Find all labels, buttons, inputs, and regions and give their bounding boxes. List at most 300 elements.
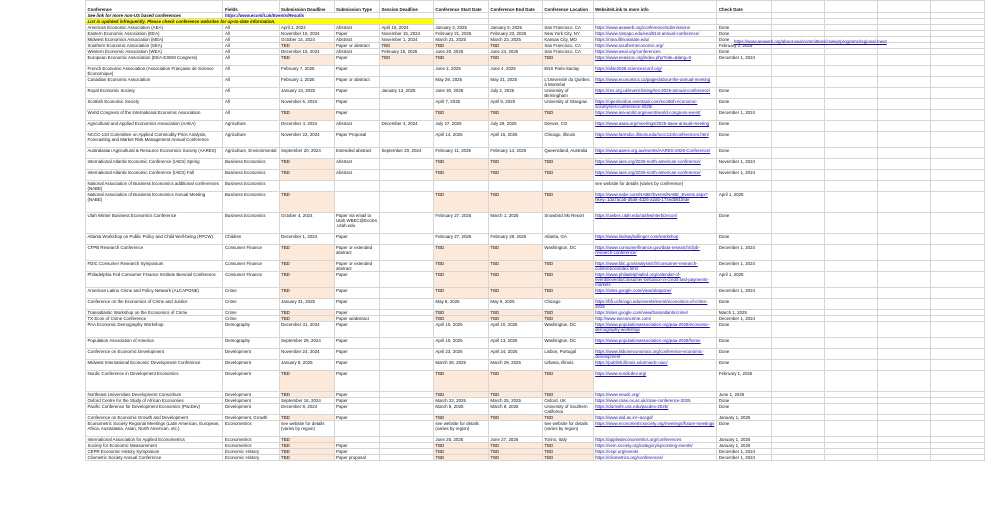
website-cell[interactable]: https://www.iea-world.org/event/world-congress-event/ <box>593 110 717 121</box>
empty-cell[interactable] <box>930 88 984 99</box>
check-date-cell[interactable]: Done <box>717 360 772 371</box>
end-date-cell[interactable]: TBD <box>488 415 542 421</box>
website-cell[interactable]: https://cepr.org/events <box>593 449 717 455</box>
start-date-cell[interactable]: TBD <box>433 159 488 170</box>
empty-cell[interactable] <box>772 421 825 437</box>
location-cell[interactable]: University of Southern California <box>542 404 593 415</box>
fields-cell[interactable]: Business Economics <box>223 181 279 192</box>
empty-cell[interactable] <box>825 66 878 77</box>
empty-cell[interactable] <box>772 245 825 261</box>
conference-cell[interactable]: Midwest Economics Association (MEA) <box>86 37 223 43</box>
end-date-cell[interactable]: TBD <box>488 316 542 322</box>
session-deadline-cell[interactable]: January 13, 2025 <box>379 88 433 99</box>
end-date-cell[interactable]: July 2, 2025 <box>488 88 542 99</box>
empty-cell[interactable] <box>930 245 984 261</box>
conference-cell[interactable]: International Atlantic Economic Conference (IAES) Spring <box>86 159 223 170</box>
start-date-cell[interactable]: April 10, 2025 <box>433 322 488 338</box>
conference-cell[interactable]: TX Econ of Crime Conference <box>86 316 223 322</box>
submission-type-cell[interactable]: Paper <box>334 299 379 310</box>
conference-cell[interactable]: American Economic Association (AEA) <box>86 25 223 31</box>
start-date-cell[interactable]: February 27, 2025 <box>433 213 488 234</box>
submission-deadline-cell[interactable]: September 29, 2024 <box>279 338 334 349</box>
submission-type-cell[interactable]: Paper <box>334 392 379 398</box>
empty-cell[interactable] <box>878 234 931 245</box>
start-date-cell[interactable]: TBD <box>433 272 488 288</box>
location-cell[interactable]: TBD <box>542 455 593 461</box>
empty-cell[interactable] <box>772 360 825 371</box>
fields-cell[interactable]: All <box>223 88 279 99</box>
start-date-cell[interactable]: May 29, 2025 <box>433 77 488 88</box>
empty-cell[interactable] <box>930 1 984 13</box>
end-date-cell[interactable]: TBD <box>488 310 542 316</box>
end-date-cell[interactable]: June 27, 2025 <box>488 437 542 443</box>
location-cell[interactable]: TBD <box>542 192 593 213</box>
submission-deadline-cell[interactable]: TBD <box>279 261 334 272</box>
end-date-cell[interactable]: April 15, 2025 <box>488 132 542 148</box>
website-cell[interactable]: https://www.philadelphiafed.org/calendar-of-events/events/consumer-behavior-in-credit-and-payments-markets <box>593 272 717 288</box>
end-date-cell[interactable]: TBD <box>488 159 542 170</box>
submission-type-cell[interactable]: Abstract <box>334 49 379 55</box>
empty-cell[interactable] <box>930 338 984 349</box>
check-date-cell[interactable]: Done <box>717 299 772 310</box>
start-date-cell[interactable]: April 14, 2025 <box>433 132 488 148</box>
end-date-cell[interactable]: April 24, 2025 <box>488 349 542 360</box>
submission-type-cell[interactable] <box>334 192 379 213</box>
website-cell[interactable]: https://dornsife.usc.edu/pacdev-2025/ <box>593 404 717 415</box>
location-cell[interactable]: TBD <box>542 170 593 181</box>
empty-cell[interactable] <box>878 110 931 121</box>
location-cell[interactable]: Washington, DC <box>542 322 593 338</box>
submission-deadline-cell[interactable]: TBD <box>279 159 334 170</box>
check-date-cell[interactable]: January 1, 2025 <box>717 437 772 443</box>
start-date-cell[interactable]: TBD <box>433 110 488 121</box>
end-date-cell[interactable]: January 5, 2025 <box>488 25 542 31</box>
website-cell[interactable]: http://www.txeconcrime.com/ <box>593 316 717 322</box>
fields-cell[interactable]: All <box>223 37 279 43</box>
submission-deadline-cell[interactable]: December 4, 2024 <box>279 121 334 132</box>
empty-cell[interactable] <box>878 1 931 13</box>
start-date-cell[interactable]: February 11, 2025 <box>433 148 488 159</box>
start-date-cell[interactable]: June 2, 2025 <box>433 66 488 77</box>
conference-cell[interactable]: Conference on Economic Growth and Development <box>86 415 223 421</box>
submission-deadline-cell[interactable]: TBD <box>279 170 334 181</box>
empty-cell[interactable] <box>878 66 931 77</box>
website-cell[interactable]: https://www.weai.org/conferences <box>593 49 717 55</box>
empty-cell[interactable] <box>930 322 984 338</box>
empty-cell[interactable] <box>772 99 825 110</box>
fields-cell[interactable]: Econometrics <box>223 421 279 437</box>
start-date-cell[interactable]: TBD <box>433 192 488 213</box>
website-cell[interactable]: https://appliedeconometrics.org/conferences <box>593 437 717 443</box>
empty-cell[interactable] <box>825 272 878 288</box>
empty-cell[interactable] <box>825 322 878 338</box>
check-date-cell[interactable]: December 1, 2024 <box>717 55 772 66</box>
location-cell[interactable]: TBD <box>542 110 593 121</box>
location-cell[interactable]: Denver, CO <box>542 121 593 132</box>
check-date-cell[interactable]: Done <box>717 148 772 159</box>
submission-deadline-cell[interactable]: TBD <box>279 245 334 261</box>
empty-cell[interactable] <box>930 213 984 234</box>
conference-cell[interactable]: Transatlantic Workshop on the Economics of Crime <box>86 310 223 316</box>
website-cell[interactable]: https://www.consumerfinance.gov/data-research/cfpb-research-conference/ <box>593 245 717 261</box>
empty-cell[interactable] <box>825 132 878 148</box>
empty-cell[interactable] <box>878 148 931 159</box>
website-cell[interactable]: https://www.iaes.org/2025-north-american-conference/ <box>593 159 717 170</box>
check-date-cell[interactable]: Done <box>717 234 772 245</box>
session-deadline-cell[interactable] <box>379 421 433 437</box>
empty-cell[interactable] <box>772 66 825 77</box>
website-cell[interactable]: https://bfi.uchicago.edu/events/event/economics-of-crime-2025 <box>593 299 717 310</box>
submission-type-cell[interactable]: Abstract <box>334 37 379 43</box>
submission-type-cell[interactable]: Paper <box>334 404 379 415</box>
empty-cell[interactable] <box>825 99 878 110</box>
empty-cell[interactable] <box>825 360 878 371</box>
empty-cell[interactable] <box>878 322 931 338</box>
empty-cell[interactable] <box>930 360 984 371</box>
header-cell[interactable]: Fields <box>223 1 279 13</box>
start-date-cell[interactable]: TBD <box>433 245 488 261</box>
empty-cell[interactable] <box>772 288 825 299</box>
check-date-cell[interactable]: Done <box>717 37 772 43</box>
empty-cell[interactable] <box>930 192 984 213</box>
check-date-cell[interactable]: Done <box>717 349 772 360</box>
start-date-cell[interactable]: March 21, 2025 <box>433 37 488 43</box>
start-date-cell[interactable]: TBD <box>433 310 488 316</box>
empty-cell[interactable] <box>772 181 825 192</box>
empty-cell[interactable] <box>930 288 984 299</box>
fields-cell[interactable]: All <box>223 110 279 121</box>
check-date-cell[interactable]: Done <box>717 49 772 55</box>
fields-cell[interactable]: Children <box>223 234 279 245</box>
location-cell[interactable]: TBD <box>542 288 593 299</box>
submission-type-cell[interactable]: Paper <box>334 110 379 121</box>
end-date-cell[interactable]: April 9, 2025 <box>488 99 542 110</box>
start-date-cell[interactable]: March 23, 2025 <box>433 398 488 404</box>
empty-cell[interactable] <box>772 121 825 132</box>
conference-cell[interactable]: Econometric Society Regional Meetings (Latin American, European, Africa, Australasia, Asian, North American, etc.) <box>86 421 223 437</box>
empty-cell[interactable] <box>772 192 825 213</box>
check-date-cell[interactable]: Done <box>717 421 772 437</box>
fields-cell[interactable]: All <box>223 99 279 110</box>
fields-cell[interactable]: Crime <box>223 299 279 310</box>
end-date-cell[interactable]: February 23, 2025 <box>488 31 542 37</box>
check-date-cell[interactable]: January 1, 2025 <box>717 415 772 421</box>
location-cell[interactable]: Atlanta, GA <box>542 234 593 245</box>
check-date-cell[interactable]: March 1, 2025 <box>717 310 772 316</box>
empty-cell[interactable] <box>930 181 984 192</box>
submission-deadline-cell[interactable]: TBD <box>279 55 334 66</box>
empty-cell[interactable] <box>772 170 825 181</box>
submission-type-cell[interactable]: Abstract <box>334 170 379 181</box>
conference-cell[interactable]: National Association of Business Economics Annual Meeting (NABE) <box>86 192 223 213</box>
check-date-cell[interactable]: December 1, 2024 <box>717 261 772 272</box>
end-date-cell[interactable]: March 8, 2025 <box>488 404 542 415</box>
submission-type-cell[interactable]: Paper <box>334 234 379 245</box>
session-deadline-cell[interactable] <box>379 234 433 245</box>
fields-cell[interactable]: Crime <box>223 316 279 322</box>
empty-cell[interactable] <box>772 159 825 170</box>
end-date-cell[interactable] <box>488 421 542 437</box>
website-cell[interactable]: https://uwbec.utah.edu/utahwinterbizecon/ <box>593 213 717 234</box>
empty-cell[interactable] <box>930 371 984 392</box>
end-date-cell[interactable]: TBD <box>488 55 542 66</box>
empty-cell[interactable] <box>772 110 825 121</box>
empty-cell[interactable] <box>825 170 878 181</box>
empty-cell[interactable] <box>930 66 984 77</box>
start-date-cell[interactable]: TBD <box>433 455 488 461</box>
header-cell[interactable]: Check Date <box>717 1 772 13</box>
location-cell[interactable]: New York City, NY <box>542 31 593 37</box>
conference-cell[interactable]: NCCC-134 Committee on Applied Commodity Price Analysis, Forecasting and Market Risk Management Annual Conference <box>86 132 223 148</box>
empty-cell[interactable] <box>930 99 984 110</box>
location-cell[interactable]: University of Glasgow <box>542 99 593 110</box>
conference-cell[interactable]: International Atlantic Economic Conference (IAES) Fall <box>86 170 223 181</box>
submission-type-cell[interactable]: Paper <box>334 310 379 316</box>
fields-cell[interactable]: Crime <box>223 288 279 299</box>
website-cell[interactable]: https://www.neudc.org/ <box>593 392 717 398</box>
conference-cell[interactable]: International Association for Applied Econometrics <box>86 437 223 443</box>
start-date-cell[interactable]: see website for details (varies by region) <box>433 421 488 437</box>
empty-cell[interactable] <box>772 261 825 272</box>
session-deadline-cell[interactable] <box>379 170 433 181</box>
empty-cell[interactable] <box>930 110 984 121</box>
fields-cell[interactable]: Economic History <box>223 455 279 461</box>
empty-cell[interactable] <box>878 132 931 148</box>
start-date-cell[interactable]: April 23, 2025 <box>433 349 488 360</box>
submission-deadline-cell[interactable]: January 13, 2025 <box>279 88 334 99</box>
empty-cell[interactable] <box>772 371 825 392</box>
website-cell[interactable]: https://www.nabe.com/NABE/Events/NABE_Events.aspx?hkey=1da7acab-d5a5-4d25-a2ab-174edb915fde <box>593 192 717 213</box>
fields-cell[interactable]: Agriculture, Environmental <box>223 148 279 159</box>
check-date-cell[interactable]: November 1, 2024 <box>717 170 772 181</box>
empty-cell[interactable] <box>930 349 984 360</box>
conference-cell[interactable]: Oxford Centre for the Study of African Economies <box>86 398 223 404</box>
end-date-cell[interactable]: July 29, 2025 <box>488 121 542 132</box>
empty-cell[interactable] <box>825 148 878 159</box>
submission-deadline-cell[interactable]: February 1, 2025 <box>279 77 334 88</box>
start-date-cell[interactable]: TBD <box>433 43 488 49</box>
website-cell[interactable]: https://www.fdic.gov/analysis/cfr/consumer-research-conference/index.html <box>593 261 717 272</box>
location-cell[interactable]: TBD <box>542 272 593 288</box>
website-cell[interactable]: https://sites.google.com/view/transatlanticcrime/ <box>593 310 717 316</box>
empty-cell[interactable] <box>930 77 984 88</box>
conference-cell[interactable]: PAA Economic Demography Workshop <box>86 322 223 338</box>
submission-type-cell[interactable]: Paper or abstract <box>334 77 379 88</box>
fields-cell[interactable]: Business Economics <box>223 192 279 213</box>
fields-cell[interactable]: Agriculture <box>223 132 279 148</box>
empty-cell[interactable] <box>825 88 878 99</box>
start-date-cell[interactable]: TBD <box>433 415 488 421</box>
empty-cell[interactable] <box>930 132 984 148</box>
submission-deadline-cell[interactable]: September 20, 2024 <box>279 148 334 159</box>
end-date-cell[interactable]: May 9, 2025 <box>488 299 542 310</box>
header-cell[interactable]: Session Deadline <box>379 1 433 13</box>
session-deadline-cell[interactable]: TBD <box>379 55 433 66</box>
empty-cell[interactable] <box>772 322 825 338</box>
location-cell[interactable]: see website for details (varies by region) <box>542 421 593 437</box>
check-date-cell[interactable]: December 1, 2024 <box>717 245 772 261</box>
conference-cell[interactable]: Northeast Universities Development Consortium <box>86 392 223 398</box>
end-date-cell[interactable]: March 1, 2025 <box>488 213 542 234</box>
empty-cell[interactable] <box>878 170 931 181</box>
empty-cell[interactable] <box>878 349 931 360</box>
submission-type-cell[interactable]: Paper Proposal <box>334 132 379 148</box>
end-date-cell[interactable]: June 4, 2025 <box>488 66 542 77</box>
submission-type-cell[interactable]: Paper <box>334 360 379 371</box>
empty-cell[interactable] <box>878 192 931 213</box>
check-date-cell[interactable]: Done <box>717 338 772 349</box>
fields-cell[interactable]: Economic History <box>223 449 279 455</box>
session-deadline-cell[interactable]: April 15, 2024 <box>379 25 433 31</box>
conference-cell[interactable]: National Association of Business Economics additional conferences (NABE) <box>86 181 223 192</box>
submission-type-cell[interactable]: Paper <box>334 398 379 404</box>
start-date-cell[interactable]: TBD <box>433 261 488 272</box>
location-cell[interactable]: Chicago <box>542 299 593 310</box>
conference-cell[interactable]: European Economic Association (EEA-ESEM Congress) <box>86 55 223 66</box>
empty-cell[interactable] <box>772 213 825 234</box>
conference-cell[interactable]: CEPR Economic History Symposium <box>86 449 223 455</box>
end-date-cell[interactable]: February 28, 2025 <box>488 234 542 245</box>
extra-link-cell[interactable]: https://www.aeaweb.org/about-aea/committees/cswep/programs/regional-meet <box>734 39 887 44</box>
fields-cell[interactable]: Econometrics <box>223 437 279 443</box>
empty-cell[interactable] <box>878 272 931 288</box>
session-deadline-cell[interactable] <box>379 455 433 461</box>
fields-cell[interactable]: Development <box>223 392 279 398</box>
fields-cell[interactable]: All <box>223 66 279 77</box>
empty-cell[interactable] <box>772 234 825 245</box>
website-cell[interactable]: https://www.populationassociation.org/paa-2025/home <box>593 338 717 349</box>
fields-cell[interactable]: Consumer Finance <box>223 261 279 272</box>
submission-type-cell[interactable]: Paper <box>334 272 379 288</box>
submission-type-cell[interactable]: Paper <box>334 31 379 37</box>
conference-cell[interactable]: World Congress of the International Economic Association <box>86 110 223 121</box>
website-cell[interactable]: https://www.populationassociation.org/paa-2025/economic-demography-workshop <box>593 322 717 338</box>
fields-cell[interactable]: Development <box>223 349 279 360</box>
empty-cell[interactable] <box>825 192 878 213</box>
website-cell[interactable]: https://www.ramapo.edu/eea/51st-annual-conference/ <box>593 31 717 37</box>
submission-deadline-cell[interactable]: November 24, 2024 <box>279 349 334 360</box>
conference-cell[interactable]: CFPB Research Conference <box>86 245 223 261</box>
empty-cell[interactable] <box>772 132 825 148</box>
submission-deadline-cell[interactable]: October 4, 2024 <box>279 213 334 234</box>
end-date-cell[interactable]: TBD <box>488 170 542 181</box>
session-deadline-cell[interactable] <box>379 288 433 299</box>
check-date-cell[interactable]: December 1, 2024 <box>717 449 772 455</box>
header-cell[interactable]: Conference Start Date <box>433 1 488 13</box>
session-deadline-cell[interactable] <box>379 272 433 288</box>
session-deadline-cell[interactable] <box>379 213 433 234</box>
fields-cell[interactable]: Demography <box>223 338 279 349</box>
fields-cell[interactable]: All <box>223 49 279 55</box>
conference-cell[interactable]: Atlanta Workshop on Public Policy and Child Well-being (FPCW) <box>86 234 223 245</box>
conference-cell[interactable]: Philadelphia Fed Consumer Finance Institute Biennial Conference <box>86 272 223 288</box>
empty-cell[interactable] <box>878 338 931 349</box>
header-cell[interactable]: Conference End Date <box>488 1 542 13</box>
empty-cell[interactable] <box>930 234 984 245</box>
submission-deadline-cell[interactable]: TBD <box>279 310 334 316</box>
empty-cell[interactable] <box>825 349 878 360</box>
submission-type-cell[interactable]: Paper via email to Utah.WBEC@Eccles.Utah.edu <box>334 213 379 234</box>
submission-type-cell[interactable]: Paper <box>334 322 379 338</box>
empty-cell[interactable] <box>825 299 878 310</box>
submission-type-cell[interactable]: Paper <box>334 449 379 455</box>
website-cell[interactable]: https://www.lisboneconomics.org/conference-economic-development <box>593 349 717 360</box>
check-date-cell[interactable]: Done <box>717 404 772 415</box>
end-date-cell[interactable]: March 25, 2025 <box>488 398 542 404</box>
fields-cell[interactable]: Business Economics <box>223 170 279 181</box>
submission-deadline-cell[interactable]: December 31, 2024 <box>279 322 334 338</box>
location-cell[interactable]: University of Birmingham <box>542 88 593 99</box>
session-deadline-cell[interactable] <box>379 66 433 77</box>
conference-cell[interactable]: Cliometric Society Annual Conference <box>86 455 223 461</box>
session-deadline-cell[interactable] <box>379 159 433 170</box>
submission-deadline-cell[interactable]: TBD <box>279 371 334 392</box>
submission-deadline-cell[interactable] <box>279 181 334 192</box>
end-date-cell[interactable]: March 29, 2025 <box>488 360 542 371</box>
check-date-cell[interactable]: December 1, 2024 <box>717 110 772 121</box>
empty-cell[interactable] <box>930 299 984 310</box>
conference-cell[interactable]: Royal Economic Society <box>86 88 223 99</box>
empty-cell[interactable] <box>825 110 878 121</box>
location-cell[interactable]: TBD <box>542 310 593 316</box>
session-deadline-cell[interactable]: November 15, 2024 <box>379 31 433 37</box>
submission-type-cell[interactable]: Paper <box>334 88 379 99</box>
session-deadline-cell[interactable] <box>379 349 433 360</box>
session-deadline-cell[interactable]: February 15, 2025 <box>379 49 433 55</box>
location-cell[interactable]: TBD <box>542 392 593 398</box>
empty-cell[interactable] <box>878 261 931 272</box>
conference-cell[interactable]: Agricultural and Applied Economics Association (AAEA) <box>86 121 223 132</box>
check-date-cell[interactable]: April 1, 2025 <box>717 192 772 213</box>
end-date-cell[interactable] <box>488 181 542 192</box>
end-date-cell[interactable]: May 31, 2025 <box>488 77 542 88</box>
website-cell[interactable]: https://www.eeassoc.org/index.php?site=&lang=0 <box>593 55 717 66</box>
start-date-cell[interactable]: TBD <box>433 170 488 181</box>
end-date-cell[interactable]: TBD <box>488 449 542 455</box>
session-deadline-cell[interactable] <box>379 181 433 192</box>
empty-cell[interactable] <box>825 404 878 415</box>
check-date-cell[interactable]: December 1, 2024 <box>717 288 772 299</box>
website-cell[interactable]: https://sites.google.com/view/alcapone/ <box>593 288 717 299</box>
submission-deadline-cell[interactable]: November 6, 2024 <box>279 99 334 110</box>
submission-deadline-cell[interactable]: TBD <box>279 449 334 455</box>
website-cell[interactable]: https://www.economics.ca/pages/about-the-annual-meeting <box>593 77 717 88</box>
start-date-cell[interactable]: February 27, 2025 <box>433 234 488 245</box>
check-date-cell[interactable]: December 1, 2024 <box>717 455 772 461</box>
empty-cell[interactable] <box>878 121 931 132</box>
location-cell[interactable]: TBD <box>542 443 593 449</box>
submission-deadline-cell[interactable]: TBD <box>279 455 334 461</box>
check-date-cell[interactable]: Done <box>717 132 772 148</box>
conference-cell[interactable]: FDIC Consumer Research Symposium <box>86 261 223 272</box>
empty-cell[interactable] <box>878 360 931 371</box>
submission-type-cell[interactable]: Paper <box>334 338 379 349</box>
submission-type-cell[interactable]: Paper w/abstract <box>334 316 379 322</box>
website-cell[interactable]: https://www.csae.ox.ac.uk/csae-conference-2025 <box>593 398 717 404</box>
submission-deadline-cell[interactable]: TBD <box>279 192 334 213</box>
submission-type-cell[interactable]: Paper <box>334 443 379 449</box>
end-date-cell[interactable]: June 24, 2025 <box>488 49 542 55</box>
fields-cell[interactable]: Development, Growth <box>223 415 279 421</box>
check-date-cell[interactable]: Done <box>717 88 772 99</box>
submission-deadline-cell[interactable]: TBD <box>279 288 334 299</box>
conference-cell[interactable]: Pacific Conference for Development Economics (PacDev) <box>86 404 223 415</box>
check-date-cell[interactable]: January 1, 2025 <box>717 443 772 449</box>
submission-type-cell[interactable]: Paper proposal <box>334 455 379 461</box>
fields-cell[interactable]: Agriculture <box>223 121 279 132</box>
location-cell[interactable]: San Francisco, CA <box>542 43 593 49</box>
submission-deadline-cell[interactable]: November 15, 2024 <box>279 31 334 37</box>
